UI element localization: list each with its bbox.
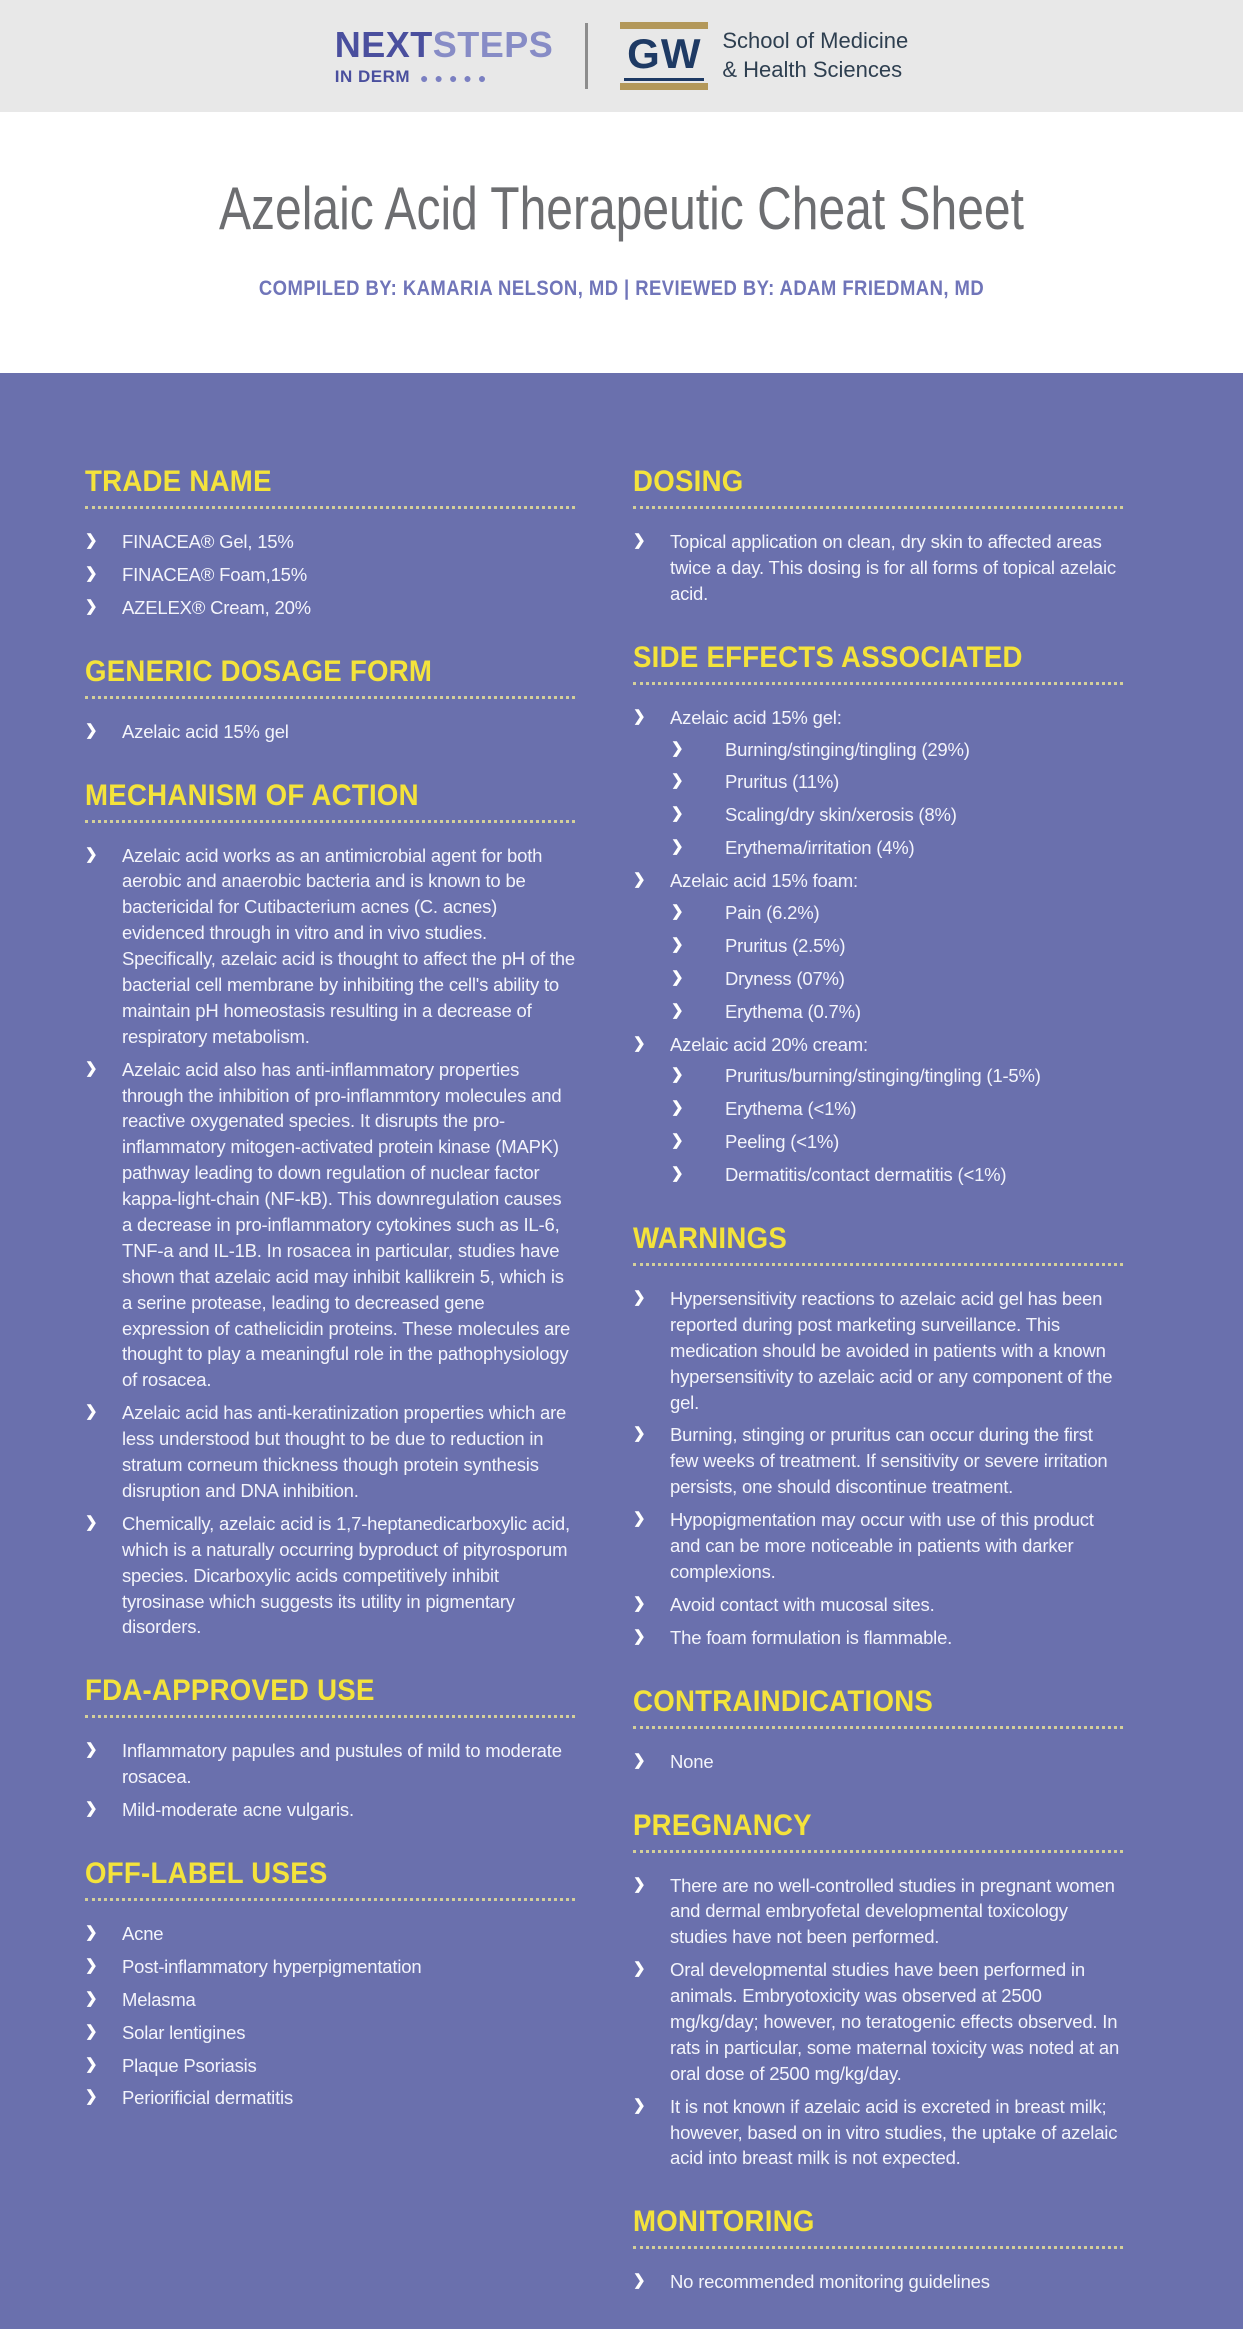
section: [85, 779, 575, 1641]
list-item-text: Burning, stinging or pruritus can occur during the first few weeks of treatment. If sensitivity or severe irritation persists, one should discontinue treatment.: [670, 1424, 1108, 1498]
list-item-text: Topical application on clean, dry skin to affected areas twice a day. This dosing is for all forms of topical azelaic acid.: [670, 531, 1116, 604]
list-item-text: Chemically, azelaic acid is 1,7-heptanedicarboxylic acid, which is a naturally occurring byproduct of pityrosporum species. Dicarboxylic acids competitively inhibit tyrosinase which suggests its utility in pigmentary disorders.: [122, 1512, 570, 1638]
list-item-text: Erythema (0.7%): [725, 1000, 861, 1022]
chevron-bullet-icon: ❯: [671, 1066, 684, 1084]
list-item-text: There are no well-controlled studies in pregnant women and dermal embryofetal developmental toxicology studies have not been performed.: [670, 1874, 1115, 1948]
list-item-text: Azelaic acid also has anti-inflammatory properties through the inhibition of pro-inflammtory molecules and reactive oxygenated species. It disrupts the pro-inflammatory mitogen-activated protein kinase (MAPK) pathway leading to down regulation of nuclear factor kappa-light-chain (NF-kB). This downregulation causes a decrease in pro-inflammatory cytokines such as IL-6, TNF-a and IL-1B. In rosacea in particular, studies have shown that azelaic acid may inhibit kallikrein 5, which is a serine protease, leading to decreased gene expression of cathelicidin proteins. These molecules are thought to play a meaningful role in the pathophysiology of rosacea.: [122, 1058, 571, 1391]
sub-list-item: [671, 933, 1123, 959]
sub-list-item: [671, 999, 1123, 1025]
section: [85, 655, 575, 745]
chevron-bullet-icon: ❯: [633, 1289, 646, 1307]
chevron-bullet-icon: ❯: [85, 1059, 98, 1077]
list-item: [633, 1592, 1123, 1618]
list-item: [85, 1987, 575, 2013]
list-item-text: Pruritus (11%): [725, 771, 840, 793]
list-item: [85, 1954, 575, 1980]
column-left: [85, 465, 575, 2329]
gw-school-line1: School of Medicine: [722, 28, 909, 54]
list-item-text: Azelaic acid 20% cream:: [670, 1033, 868, 1055]
section-heading: MECHANISM OF ACTION: [85, 778, 419, 812]
list-item: [633, 1749, 1123, 1775]
gw-school-line2: & Health Sciences: [722, 57, 903, 82]
chevron-bullet-icon: ❯: [633, 2096, 646, 2114]
list-item: [633, 868, 1123, 1024]
list-item-text: Hypersensitivity reactions to azelaic acid gel has been reported during post marketing surveillance. This medication should be avoided in patients with a known hypersensitivity to azelaic acid or any component of the gel.: [670, 1288, 1113, 1413]
list-item-text: Acne: [122, 1922, 164, 1944]
nextsteps-logo: [334, 24, 554, 86]
list-item: [633, 1422, 1123, 1500]
nextsteps-word-steps: STEPS: [432, 24, 554, 65]
list-item: [633, 1507, 1123, 1585]
dotted-divider: [85, 1898, 575, 1901]
list-item-text: Melasma: [122, 1988, 196, 2010]
gw-gold-bar-top-icon: [620, 22, 708, 29]
chevron-bullet-icon: ❯: [671, 772, 684, 790]
list-item-text: Erythema/irritation (4%): [725, 837, 915, 859]
section-list: [85, 719, 575, 745]
section-list: [633, 1873, 1123, 2172]
chevron-bullet-icon: ❯: [85, 597, 98, 615]
chevron-bullet-icon: ❯: [633, 1510, 646, 1528]
list-item-text: Azelaic acid works as an antimicrobial agent for both aerobic and anaerobic bacteria and is known to be bactericidal for Cutibacterium acnes (C. acnes) evidenced through in vitro and in vivo studies. Specifically, azelaic acid is thought to affect the pH of the bacterial cell membrane by inhibiting the cell's ability to maintain pH homeostasis resulting in a decrease of respiratory metabolism.: [122, 844, 575, 1047]
list-item: [633, 1286, 1123, 1415]
section-heading: FDA-APPROVED USE: [85, 1674, 375, 1708]
chevron-bullet-icon: ❯: [633, 532, 646, 549]
nextsteps-word-next: NEXT: [334, 24, 433, 65]
chevron-bullet-icon: ❯: [671, 968, 684, 986]
list-item: [85, 595, 575, 621]
masthead: [0, 112, 1243, 373]
chevron-bullet-icon: ❯: [85, 1800, 98, 1818]
sub-list-item: [671, 900, 1123, 926]
list-item: [85, 843, 575, 1050]
nextsteps-tagline: IN DERM: [334, 67, 411, 86]
list-item: [85, 2053, 575, 2079]
list-item-text: Azelaic acid 15% gel:: [670, 706, 842, 728]
list-item-text: Inflammatory papules and pustules of mild to moderate rosacea.: [122, 1740, 562, 1788]
list-item-text: FINACEA® Foam,15%: [122, 563, 308, 585]
section: [633, 641, 1123, 1188]
list-item: [85, 1400, 575, 1504]
list-item: [85, 1921, 575, 1947]
list-item-text: Erythema (<1%): [725, 1098, 857, 1120]
sub-list-item: [671, 802, 1123, 828]
chevron-bullet-icon: ❯: [671, 1165, 684, 1183]
list-item: [633, 2094, 1123, 2172]
dotted-divider: [633, 1726, 1123, 1729]
list-item-text: Azelaic acid 15% foam:: [670, 870, 858, 892]
section: [85, 1857, 575, 2111]
list-item-text: Peeling (<1%): [725, 1131, 840, 1153]
list-item: [85, 562, 575, 588]
chevron-bullet-icon: ❯: [671, 739, 684, 757]
chevron-bullet-icon: ❯: [85, 1741, 98, 1759]
list-item: [633, 1873, 1123, 1951]
section-list: [85, 1738, 575, 1823]
chevron-bullet-icon: ❯: [85, 1513, 98, 1531]
chevron-bullet-icon: ❯: [85, 721, 98, 739]
chevron-bullet-icon: ❯: [671, 1132, 684, 1150]
section-heading: GENERIC DOSAGE FORM: [85, 654, 433, 688]
list-item-text: Azelaic acid 15% gel: [122, 720, 289, 742]
chevron-bullet-icon: ❯: [633, 1425, 646, 1443]
list-item-text: Dryness (07%): [725, 967, 845, 989]
section: [633, 2205, 1123, 2295]
section-list: [633, 2269, 1123, 2295]
section: [85, 465, 575, 621]
list-item-text: AZELEX® Cream, 20%: [122, 596, 311, 618]
list-item: [85, 1797, 575, 1823]
chevron-bullet-icon: ❯: [633, 1034, 646, 1052]
list-item-text: Avoid contact with mucosal sites.: [670, 1593, 935, 1615]
column-right: [633, 465, 1123, 2329]
list-item-text: FINACEA® Gel, 15%: [122, 531, 294, 552]
section-heading: CONTRAINDICATIONS: [633, 1684, 934, 1718]
dotted-divider: [85, 696, 575, 699]
gw-logo: [620, 22, 908, 89]
list-item: [85, 2020, 575, 2046]
dotted-divider: [633, 1850, 1123, 1853]
list-item: [85, 1511, 575, 1640]
list-item-text: Plaque Psoriasis: [122, 2054, 257, 2076]
logo-divider: [585, 23, 588, 89]
dotted-divider: [633, 682, 1123, 685]
chevron-bullet-icon: ❯: [633, 1875, 646, 1893]
list-item: [633, 1032, 1123, 1188]
header-bar: [0, 0, 1243, 112]
section: [633, 1685, 1123, 1775]
list-item-text: Dermatitis/contact dermatitis (<1%): [725, 1164, 1007, 1186]
chevron-bullet-icon: ❯: [633, 1960, 646, 1978]
section-list: [633, 1749, 1123, 1775]
sub-list-item: [671, 966, 1123, 992]
chevron-bullet-icon: ❯: [671, 935, 684, 953]
list-item-text: None: [670, 1750, 714, 1772]
list-item: [633, 1625, 1123, 1651]
section: [85, 1674, 575, 1823]
gw-gold-bar-bottom-icon: [620, 83, 708, 90]
section-heading: DOSING: [633, 465, 744, 498]
list-item-text: Pruritus (2.5%): [725, 934, 846, 956]
list-item-text: Mild-moderate acne vulgaris.: [122, 1799, 354, 1821]
dotted-divider: [85, 820, 575, 823]
sub-list-item: [671, 1063, 1123, 1089]
sub-list: [671, 737, 1123, 862]
sub-list-item: [671, 769, 1123, 795]
list-item-text: Hypopigmentation may occur with use of this product and can be more noticeable in patients with darker complexions.: [670, 1509, 1094, 1582]
chevron-bullet-icon: ❯: [85, 1956, 98, 1974]
list-item-text: The foam formulation is flammable.: [670, 1626, 953, 1648]
chevron-bullet-icon: ❯: [633, 1627, 646, 1645]
chevron-bullet-icon: ❯: [671, 903, 684, 921]
chevron-bullet-icon: ❯: [671, 1099, 684, 1117]
chevron-bullet-icon: ❯: [85, 1403, 98, 1421]
section-heading: PREGNANCY: [633, 1808, 812, 1842]
chevron-bullet-icon: ❯: [671, 838, 684, 856]
section-heading: TRADE NAME: [85, 465, 272, 498]
chevron-bullet-icon: ❯: [671, 805, 684, 823]
section: [633, 1809, 1123, 2172]
section-heading: OFF-LABEL USES: [85, 1856, 328, 1890]
section-list: [633, 529, 1123, 607]
chevron-bullet-icon: ❯: [85, 564, 98, 582]
chevron-bullet-icon: ❯: [85, 2022, 98, 2040]
chevron-bullet-icon: ❯: [85, 1923, 98, 1941]
section-heading: MONITORING: [633, 2205, 815, 2239]
sub-list-item: [671, 737, 1123, 763]
chevron-bullet-icon: ❯: [85, 2055, 98, 2073]
list-item-text: No recommended monitoring guidelines: [670, 2271, 990, 2293]
dotted-divider: [633, 506, 1123, 509]
section-list: [85, 529, 575, 621]
dotted-divider: [85, 506, 575, 509]
list-item: [633, 2269, 1123, 2295]
page-title: Azelaic Acid Therapeutic Cheat Sheet: [219, 175, 1024, 242]
list-item-text: Burning/stinging/tingling (29%): [725, 738, 970, 760]
chevron-bullet-icon: ❯: [85, 2088, 98, 2106]
list-item-text: Pain (6.2%): [725, 902, 820, 924]
section-heading: WARNINGS: [633, 1222, 788, 1256]
gw-school-name: [722, 27, 908, 84]
chevron-bullet-icon: ❯: [85, 845, 98, 863]
section-list: [85, 843, 575, 1641]
nextsteps-dots-icon: ●●●●●: [420, 69, 493, 86]
list-item-text: Periorificial dermatitis: [122, 2087, 293, 2109]
list-item-text: Oral developmental studies have been performed in animals. Embryotoxicity was observed at 2500 mg/kg/day; however, no teratogenic effects observed. In rats in particular, some maternal toxicity was noted at an oral dose of 2500 mg/kg/day.: [670, 1959, 1120, 2084]
list-item-text: Azelaic acid has anti-keratinization properties which are less understood but thought to be due to reduction in stratum corneum thickness though protein synthesis disruption and DNA inhibition.: [122, 1402, 567, 1501]
section-list: [85, 1921, 575, 2111]
nextsteps-wordmark: [334, 24, 554, 65]
list-item: [85, 1057, 575, 1394]
byline: COMPILED BY: KAMARIA NELSON, MD | REVIEWED BY: ADAM FRIEDMAN, MD: [258, 277, 985, 300]
list-item: [633, 705, 1123, 861]
sub-list: [671, 900, 1123, 1025]
chevron-bullet-icon: ❯: [633, 2272, 646, 2290]
section-list: [633, 705, 1123, 1188]
chevron-bullet-icon: ❯: [633, 707, 646, 725]
sub-list-item: [671, 1096, 1123, 1122]
section: [633, 465, 1123, 607]
list-item: [85, 2085, 575, 2111]
chevron-bullet-icon: ❯: [85, 1989, 98, 2007]
list-item: [633, 529, 1123, 607]
sub-list-item: [671, 1129, 1123, 1155]
list-item: [85, 719, 575, 745]
section-heading: SIDE EFFECTS ASSOCIATED: [633, 640, 1023, 674]
chevron-bullet-icon: ❯: [633, 871, 646, 889]
gw-monogram: [620, 22, 708, 89]
chevron-bullet-icon: ❯: [633, 1751, 646, 1769]
list-item: [85, 529, 575, 555]
gw-letters: GW: [624, 31, 704, 80]
list-item: [633, 1957, 1123, 2086]
chevron-bullet-icon: ❯: [671, 1001, 684, 1019]
dotted-divider: [85, 1715, 575, 1718]
section: [633, 1222, 1123, 1651]
chevron-bullet-icon: ❯: [85, 532, 98, 549]
sub-list-item: [671, 1162, 1123, 1188]
list-item-text: Solar lentigines: [122, 2021, 246, 2043]
dotted-divider: [633, 1263, 1123, 1266]
list-item: [85, 1738, 575, 1790]
list-item-text: It is not known if azelaic acid is excreted in breast milk; however, based on in vitro studies, the uptake of azelaic acid into breast milk is not expected.: [670, 2095, 1118, 2169]
list-item-text: Post-inflammatory hyperpigmentation: [122, 1955, 422, 1977]
section-list: [633, 1286, 1123, 1651]
list-item-text: Scaling/dry skin/xerosis (8%): [725, 804, 957, 826]
content-area: [0, 373, 1243, 2329]
sub-list: [671, 1063, 1123, 1188]
list-item-text: Pruritus/burning/stinging/tingling (1-5%): [725, 1065, 1041, 1087]
chevron-bullet-icon: ❯: [633, 1594, 646, 1612]
sub-list-item: [671, 835, 1123, 861]
dotted-divider: [633, 2246, 1123, 2249]
